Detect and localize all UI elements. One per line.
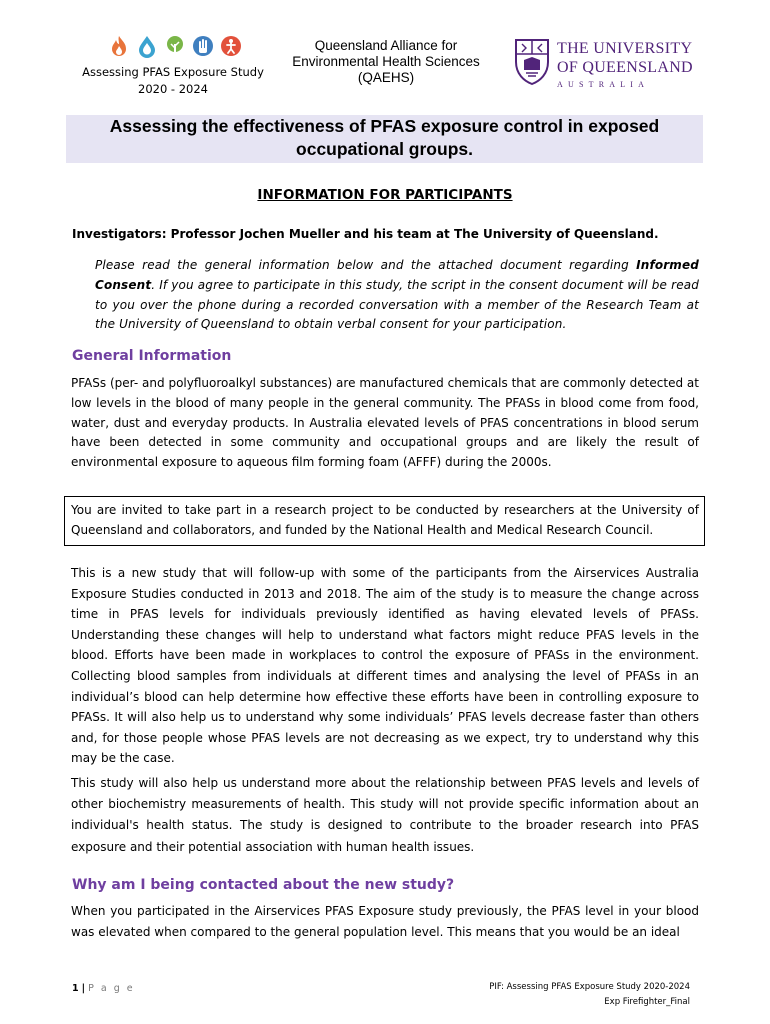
study-title: Assessing PFAS Exposure Study: [82, 65, 264, 79]
new-study-paragraph: This is a new study that will follow-up with some of the participants from the Airservices Australia Exposure Studies conducted in 2013 and 2018. The aim of the study is to measure the change across time in PFAS levels for individuals previously identified as having elevated levels of PFASs. Understanding these changes will help to understand what factors might reduce PFAS levels in the blood. Efforts have been made in workplaces to control the exposure of PFASs in the environment. Collecting blood samples from individuals at different times and analysing the level of PFASs in an individual’s blood can help determine how effective these efforts have been in controlling exposure to PFASs. It will also help us to understand why some individuals’ PFAS levels decrease faster than others and, for those people whose PFAS levels are not decreasing as we expect, try to understand why this may be the case.: [71, 566, 699, 766]
general-information-heading: General Information: [72, 348, 232, 364]
page-separator: |: [81, 983, 86, 994]
university-line-3: AUSTRALIA: [557, 80, 650, 89]
why-contacted-paragraph: When you participated in the Airservices PFAS Exposure study previously, the PFAS level in your blood was elevated when compared to the general population level. This means that you would be an ideal: [71, 904, 699, 940]
title-line-1: Assessing the effectiveness of PFAS exposure control in exposed: [109, 116, 660, 136]
institute-line-3: (QAEHS): [357, 70, 415, 85]
university-logo: [514, 38, 704, 88]
consent-text-end: . If you agree to participate in this study, the script in the consent document will be read to you over the phone during a recorded conversation with a member of the Research Team at the University of Queensland to obtain verbal consent for your participation.: [95, 277, 699, 332]
page-number: 1: [72, 983, 79, 994]
document-reference: PIF: Assessing PFAS Exposure Study 2020-2024: [489, 982, 690, 992]
document-version: Exp Firefighter_Final: [604, 997, 690, 1007]
title-line-2: occupational groups.: [296, 139, 473, 159]
tree-icon: [164, 34, 186, 58]
section-heading: INFORMATION FOR PARTICIPANTS: [257, 187, 513, 203]
fire-icon: [108, 34, 130, 58]
page-footer-left: [72, 983, 135, 994]
consent-text-start: Please read the general information below and the attached document regarding: [95, 258, 637, 272]
consent-bold-term: Informed Consent: [95, 258, 699, 292]
page-label: P a g e: [88, 983, 135, 994]
investigators-line: Investigators: Professor Jochen Mueller and his team at The University of Queensland.: [72, 227, 659, 241]
invitation-paragraph: You are invited to take part in a research project to be conducted by researchers at the University of Queensland and collaborators, and funded by the National Health and Medical Research Council.: [71, 503, 699, 537]
pfas-paragraph: PFASs (per- and polyfluoroalkyl substances) are manufactured chemicals that are commonly detected at low levels in the blood of many people in the general community. The PFASs in blood come from food, water, dust and everyday products. In Australia elevated levels of PFAS concentrations in blood serum have been detected in some community and occupational groups and are likely the result of environmental exposure to aqueous film forming foam (AFFF) during the 2000s.: [71, 376, 699, 470]
institute-name: [286, 38, 486, 86]
page-footer-right: [489, 980, 690, 1010]
university-wordmark: [557, 39, 693, 91]
university-line-2: OF QUEENSLAND: [557, 59, 693, 76]
document-title: [66, 115, 703, 163]
university-crest-icon: [514, 38, 550, 86]
person-icon: [220, 34, 242, 58]
water-drop-icon: [136, 34, 158, 58]
why-contacted-heading: Why am I being contacted about the new study?: [72, 877, 455, 893]
study-name: [66, 64, 280, 98]
study-icons: [70, 34, 280, 58]
institute-line-2: Environmental Health Sciences: [292, 54, 480, 69]
institute-line-1: Queensland Alliance for: [314, 38, 458, 53]
consent-instructions: [95, 256, 699, 335]
university-line-1: THE UNIVERSITY: [557, 40, 693, 57]
hand-icon: [192, 34, 214, 58]
study-years: 2020 - 2024: [138, 82, 208, 96]
study-branding: [66, 34, 280, 98]
relationship-paragraph: This study will also help us understand more about the relationship between PFAS levels and levels of other biochemistry measurements of health. This study will not provide specific information about an individual's health status. The study is designed to contribute to the broader research into PFAS exposure and their potential association with human health issues.: [71, 776, 699, 854]
